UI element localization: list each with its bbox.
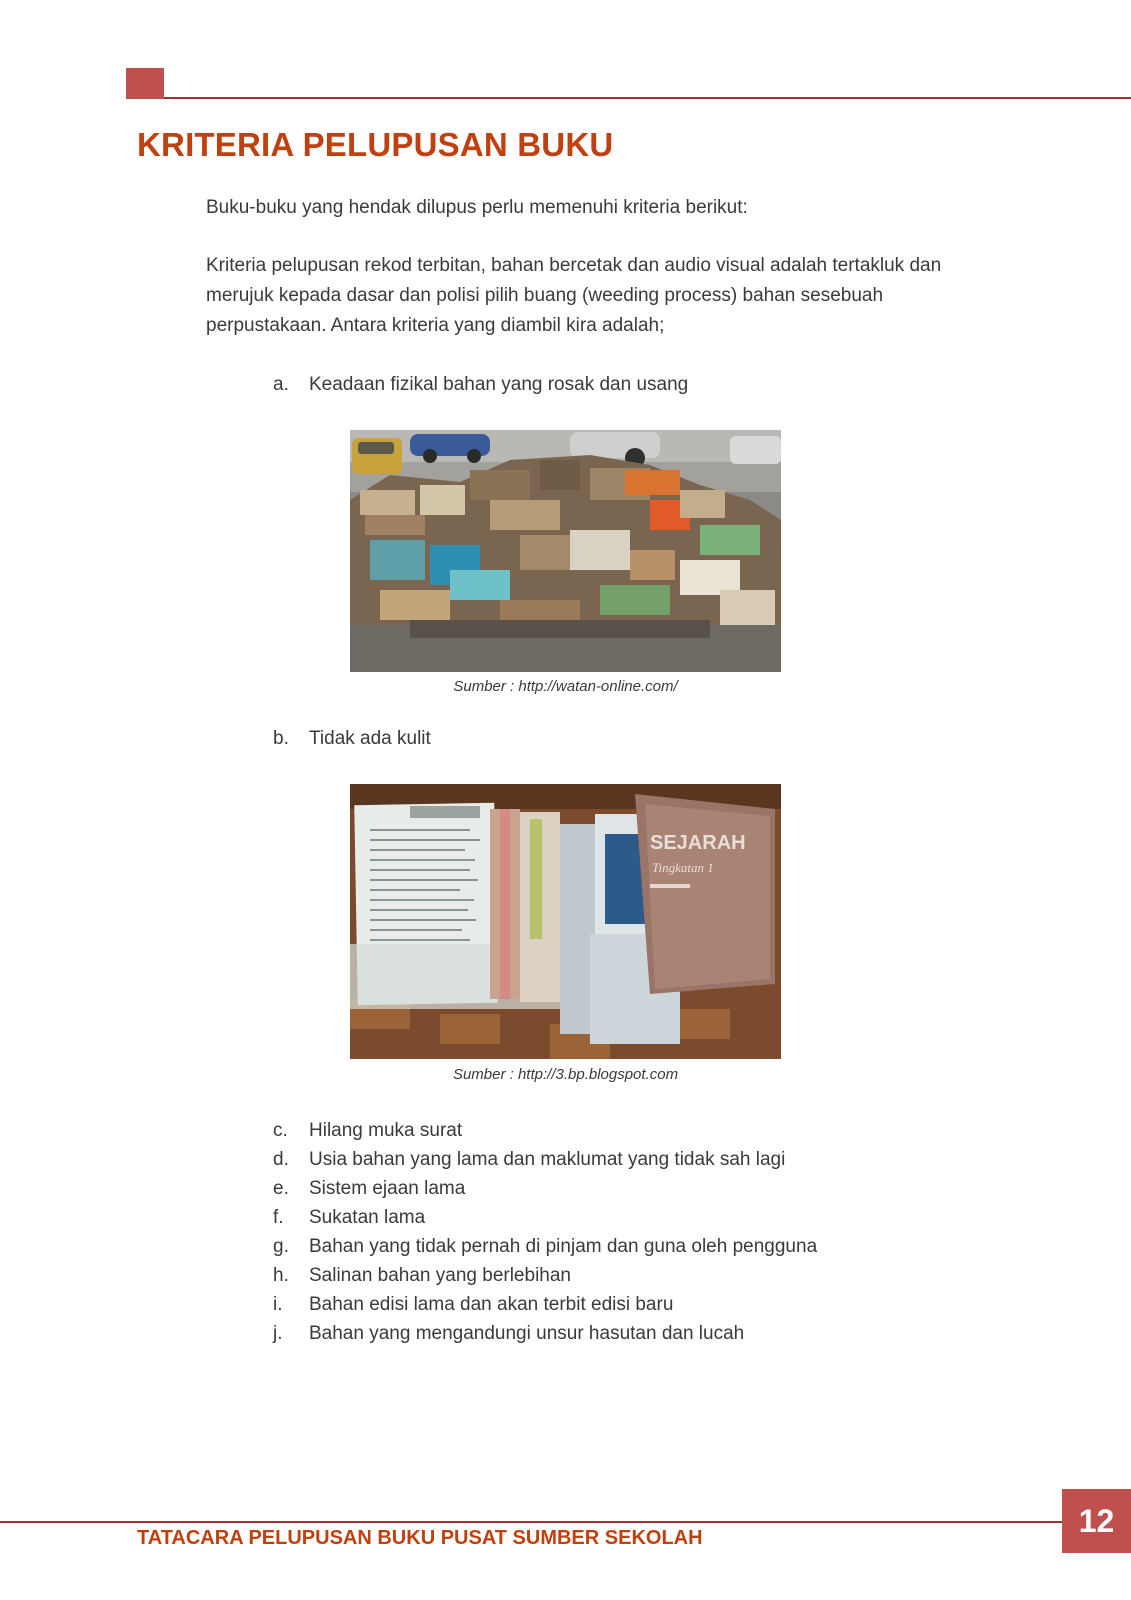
list-item-text: Sistem ejaan lama: [309, 1178, 466, 1199]
list-item-text: Tidak ada kulit: [309, 728, 431, 749]
list-item-label: d.: [273, 1149, 289, 1170]
footer-rule: [0, 1521, 1062, 1523]
list-item-label: g.: [273, 1236, 289, 1257]
list-item-label: f.: [273, 1207, 284, 1228]
header-accent-square: [126, 68, 164, 99]
page-title: KRITERIA PELUPUSAN BUKU: [137, 126, 614, 163]
intro-paragraph: Buku-buku yang hendak dilupus perlu memenuhi kriteria berikut:: [206, 197, 748, 218]
cover-subtitle: Tingkatan 1: [652, 860, 714, 875]
damaged-books-photo: [350, 430, 781, 672]
list-item-label: j.: [273, 1323, 283, 1344]
page-number: 12: [1062, 1489, 1131, 1553]
list-item-text: Usia bahan yang lama dan maklumat yang tidak sah lagi: [309, 1149, 786, 1170]
figure-caption: Sumber : http://watan-online.com/: [453, 678, 678, 695]
list-item-label: i.: [273, 1294, 283, 1315]
header-rule: [164, 97, 1131, 99]
criteria-paragraph: Kriteria pelupusan rekod terbitan, bahan bercetak dan audio visual adalah tertakluk dan merujuk kepada dasar dan polisi pilih buang (weeding process) bahan sesebuah perpustakaan. Antara kriteria yang diambil kira adalah;: [206, 255, 942, 336]
list-item-label: c.: [273, 1120, 288, 1141]
list-item-label: a.: [273, 374, 289, 395]
list-item-label: h.: [273, 1265, 289, 1286]
footer-title: TATACARA PELUPUSAN BUKU PUSAT SUMBER SEKOLAH: [137, 1527, 703, 1549]
list-item-label: e.: [273, 1178, 289, 1199]
list-item-text: Salinan bahan yang berlebihan: [309, 1265, 571, 1286]
figure-caption: Sumber : http://3.bp.blogspot.com: [452, 1066, 679, 1083]
cover-title: SEJARAH: [650, 832, 746, 854]
list-item-text: Hilang muka surat: [309, 1120, 463, 1141]
list-item-text: Bahan yang mengandungi unsur hasutan dan lucah: [309, 1323, 745, 1344]
list-item-text: Keadaan fizikal bahan yang rosak dan usang: [309, 374, 689, 395]
list-item-text: Bahan edisi lama dan akan terbit edisi baru: [309, 1294, 674, 1315]
list-item-text: Bahan yang tidak pernah di pinjam dan guna oleh pengguna: [309, 1236, 818, 1257]
list-item-text: Sukatan lama: [309, 1207, 426, 1228]
coverless-books-photo: [350, 784, 781, 1059]
list-item-label: b.: [273, 728, 289, 749]
